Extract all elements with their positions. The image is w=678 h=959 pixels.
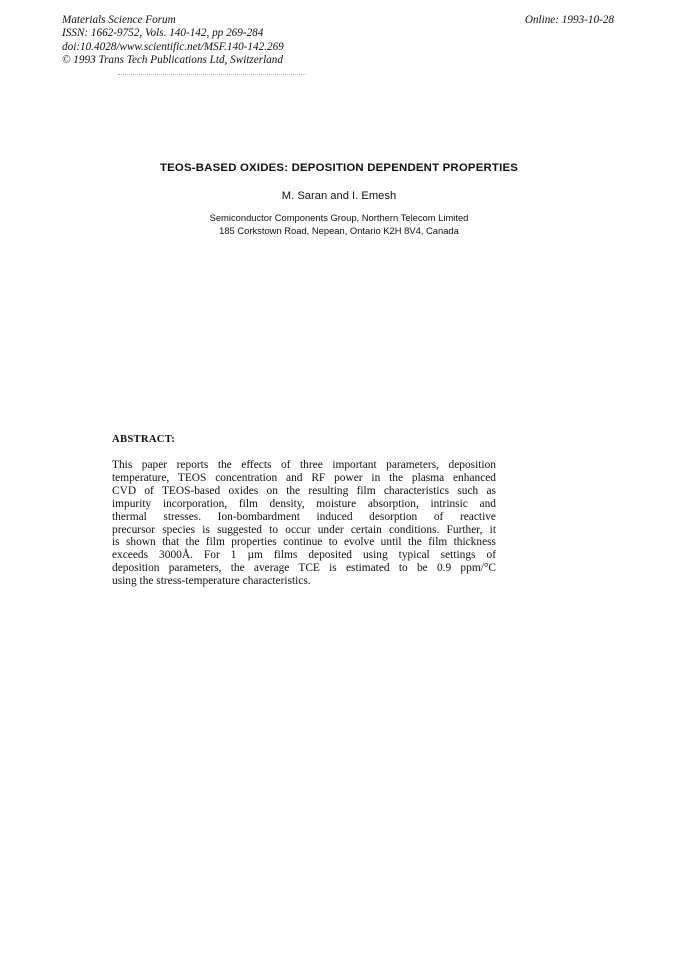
affiliation-line-1: Semiconductor Components Group, Northern Telecom Limited xyxy=(209,212,469,223)
journal-name: Materials Science Forum xyxy=(62,14,176,26)
copyright-line: © 1993 Trans Tech Publications Ltd, Switzerland xyxy=(62,54,283,67)
abstract-line: using the stress-temperature characteristics. xyxy=(112,575,311,588)
affiliation xyxy=(0,211,678,237)
abstract-line: thermal stresses. Ion-bombardment induced desorption of reactive xyxy=(112,510,496,523)
doi-link[interactable]: doi:10.4028/www.scientific.net/MSF.140-142.269 xyxy=(62,40,284,53)
abstract-line: precursor species is suggested to occur under certain conditions. Further, it xyxy=(112,523,496,536)
journal-header xyxy=(62,14,284,68)
paper-title: TEOS-BASED OXIDES: DEPOSITION DEPENDENT PROPERTIES xyxy=(159,162,519,174)
abstract-line: impurity incorporation, film density, moisture absorption, intrinsic and xyxy=(112,497,496,510)
abstract-line: deposition parameters, the average TCE is estimated to be 0.9 ppm/°C xyxy=(112,562,496,575)
abstract-body xyxy=(112,459,496,588)
scan-artifact-rule xyxy=(118,74,306,77)
paper-authors: M. Saran and I. Emesh xyxy=(281,190,397,202)
abstract-line: This paper reports the effects of three important parameters, deposition xyxy=(112,459,496,471)
abstract-line: CVD of TEOS-based oxides on the resulting film characteristics such as xyxy=(112,484,496,497)
issn-line: ISSN: 1662-9752, Vols. 140-142, pp 269-284 xyxy=(62,27,264,40)
abstract-line: temperature, TEOS concentration and RF power in the plasma enhanced xyxy=(112,471,496,484)
abstract-line: is shown that the film properties continue to evolve until the film thickness xyxy=(112,536,496,549)
affiliation-line-2: 185 Corkstown Road, Nepean, Ontario K2H 8V4, Canada xyxy=(219,225,459,236)
online-date: Online: 1993-10-28 xyxy=(524,14,614,26)
abstract-line: exceeds 3000Å. For 1 µm films deposited using typical settings of xyxy=(112,549,496,562)
abstract-heading: ABSTRACT: xyxy=(112,434,176,445)
